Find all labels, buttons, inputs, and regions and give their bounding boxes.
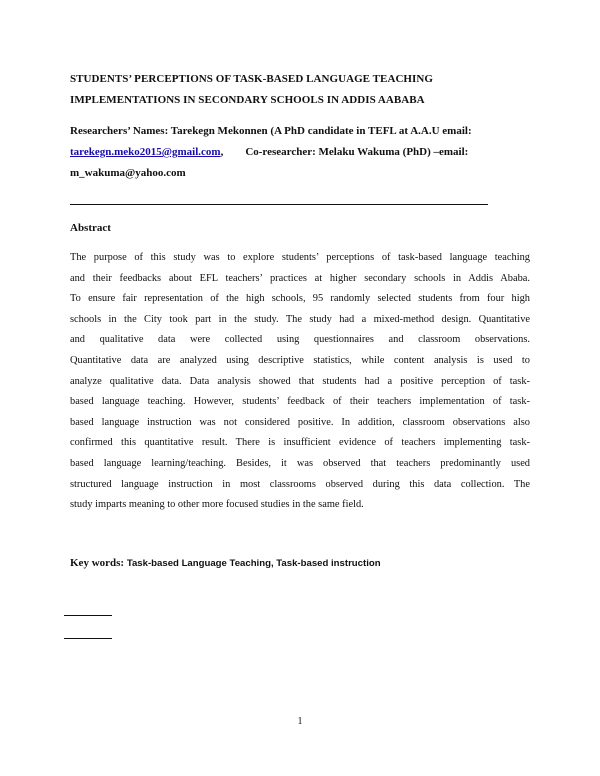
abstract-line: based language instruction was not considered positive. In addition, classroom observations also — [70, 416, 530, 428]
abstract-line: structured language instruction in most classrooms observed during this data collection. The — [70, 478, 530, 490]
abstract-heading: Abstract — [70, 222, 111, 234]
abstract-line: confirmed this quantitative result. There is insufficient evidence of teachers implementing task- — [70, 437, 530, 449]
abstract-line: The purpose of this study was to explore students’ perceptions of task-based language teaching — [70, 252, 530, 263]
abstract-body — [70, 248, 530, 516]
abstract-line: and their feedbacks about EFL teachers’ practices at higher secondary schools in Addis Ababa. — [70, 272, 530, 284]
abstract-line: based language learning/teaching. Besides, it was observed that teachers predominantly used — [70, 457, 530, 469]
researchers-line-1: Researchers’ Names: Tarekegn Mekonnen (A PhD candidate in TEFL at A.A.U email: — [70, 125, 472, 137]
horizontal-divider — [70, 204, 488, 205]
researchers-line-2 — [70, 142, 540, 163]
paper-title-line-2: IMPLEMENTATIONS IN SECONDARY SCHOOLS IN ADDIS AABABA — [70, 94, 425, 106]
abstract-line: based language teaching. However, students’ feedback of their teachers implementation of task- — [70, 396, 530, 408]
abstract-line: schools in the City took part in the study. The study had a mixed-method design. Quantitative — [70, 313, 530, 325]
footnote-separator — [64, 638, 112, 639]
page-number: 1 — [297, 716, 303, 727]
researchers-block — [70, 121, 540, 184]
primary-email-link[interactable]: tarekegn.meko2015@gmail.com — [70, 146, 221, 158]
paper-title-line-1: STUDENTS’ PERCEPTIONS OF TASK-BASED LANGUAGE TEACHING — [70, 73, 433, 85]
co-researcher-text: Co-researcher: Melaku Wakuma (PhD) –email: — [245, 146, 469, 158]
abstract-line: and qualitative data were collected using questionnaires and classroom observations. — [70, 334, 530, 346]
keywords-label: Key words: — [70, 557, 125, 569]
co-researcher-email: m_wakuma@yahoo.com — [70, 167, 186, 179]
abstract-line: To ensure fair representation of the high schools, 95 randomly selected students from four high — [70, 293, 530, 305]
footnote-separator — [64, 615, 112, 616]
abstract-line: analyze qualitative data. Data analysis showed that students had a positive perception of task- — [70, 375, 530, 387]
paper-title — [70, 69, 540, 111]
email-separator: , — [220, 146, 224, 158]
keywords-value: Task-based Language Teaching, Task-based instruction — [126, 558, 381, 569]
abstract-line: study imparts meaning to other more focused studies in the same field. — [70, 499, 364, 511]
keywords — [70, 553, 381, 574]
abstract-line: Quantitative data are analyzed using descriptive statistics, while content analysis is used to — [70, 354, 530, 366]
